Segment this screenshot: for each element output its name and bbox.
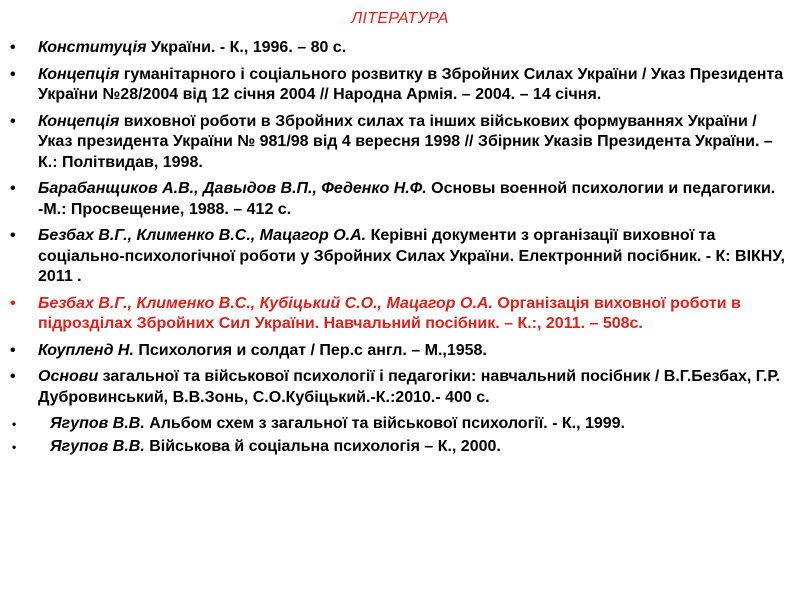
reference-text: Керівні документи з організації виховної та соціально-психологічної роботи у Збройних Силах України. Електронний посібник. - К: ВІКНУ, 2011 . <box>38 227 785 285</box>
reference-text: Психология и солдат / Пер.с англ. – М.,1958. <box>133 341 487 359</box>
bullet-icon: • <box>10 39 16 56</box>
bullet-icon: • <box>10 112 16 130</box>
bullet-icon: • <box>10 294 16 312</box>
reference-author: Ягупов В.В. <box>50 437 145 455</box>
reference-author: Концепція <box>38 112 120 130</box>
list-item <box>10 112 794 174</box>
reference-text: Альбом схем з загальної та військової психології. - К., 1999. <box>144 415 625 432</box>
bullet-icon: • <box>10 341 16 359</box>
list-item <box>10 437 794 458</box>
list-item <box>10 367 794 408</box>
list-item <box>10 414 794 435</box>
bullet-icon: • <box>10 65 16 83</box>
bullet-icon: • <box>12 417 17 431</box>
list-item <box>10 179 794 220</box>
reference-author: Концепція <box>38 65 120 83</box>
list-item <box>10 226 794 288</box>
bullet-icon: • <box>10 180 16 197</box>
reference-author: Коупленд Н. <box>38 341 134 359</box>
reference-author: Барабанщиков А.В., Давыдов В.П., Феденко Н.Ф. <box>38 180 427 197</box>
reference-list <box>10 38 794 463</box>
bullet-icon: • <box>10 368 16 385</box>
reference-text: Військова й соціальна психологія – К., 2000. <box>144 437 501 455</box>
reference-author: Ягупов В.В. <box>50 415 145 432</box>
reference-text: Організація виховної роботи в підрозділах Збройних Сил України. Навчальний посібник. – К.:, 2011. – 508с. <box>38 294 741 332</box>
reference-text: України. - К., 1996. – 80 с. <box>146 39 347 56</box>
reference-author: Основи <box>38 368 99 385</box>
list-item <box>10 38 794 59</box>
reference-text: гуманітарного і соціального розвитку в Збройних Силах України / Указ Президента України №28/2004 від 12 січня 2004 // Народна Армія. – 2004. – 14 січня. <box>38 65 784 103</box>
reference-author: Безбах В.Г., Клименко В.С., Мацагор О.А. <box>38 227 367 244</box>
bullet-icon: • <box>10 227 16 244</box>
list-item-highlighted <box>10 294 794 335</box>
reference-text: загальної та військової психології і педагогіки: навчальний посібник / В.Г.Безбах, Г.Р. Дубровинський, В.В.Зонь, С.О.Кубіцький.-К.:2010.- 400 с. <box>38 368 781 406</box>
reference-author: Конституція <box>38 39 147 56</box>
list-item <box>10 65 794 106</box>
reference-text: виховної роботи в Збройних силах та інших військових формуваннях України / Указ президента України № 981/98 від 4 вересня 1998 // Збірник Указів Президента України. – К.: Політвидав, 1998. <box>38 112 773 171</box>
bullet-icon: • <box>12 439 17 454</box>
reference-text: Основы военной психологии и педагогики. -М.: Просвещение, 1988. – 412 с. <box>38 180 776 218</box>
page-title: ЛІТЕРАТУРА <box>351 10 449 27</box>
list-item <box>10 341 794 362</box>
reference-author: Безбах В.Г., Клименко В.С., Кубіцький С.О., Мацагор О.А. <box>38 294 493 312</box>
